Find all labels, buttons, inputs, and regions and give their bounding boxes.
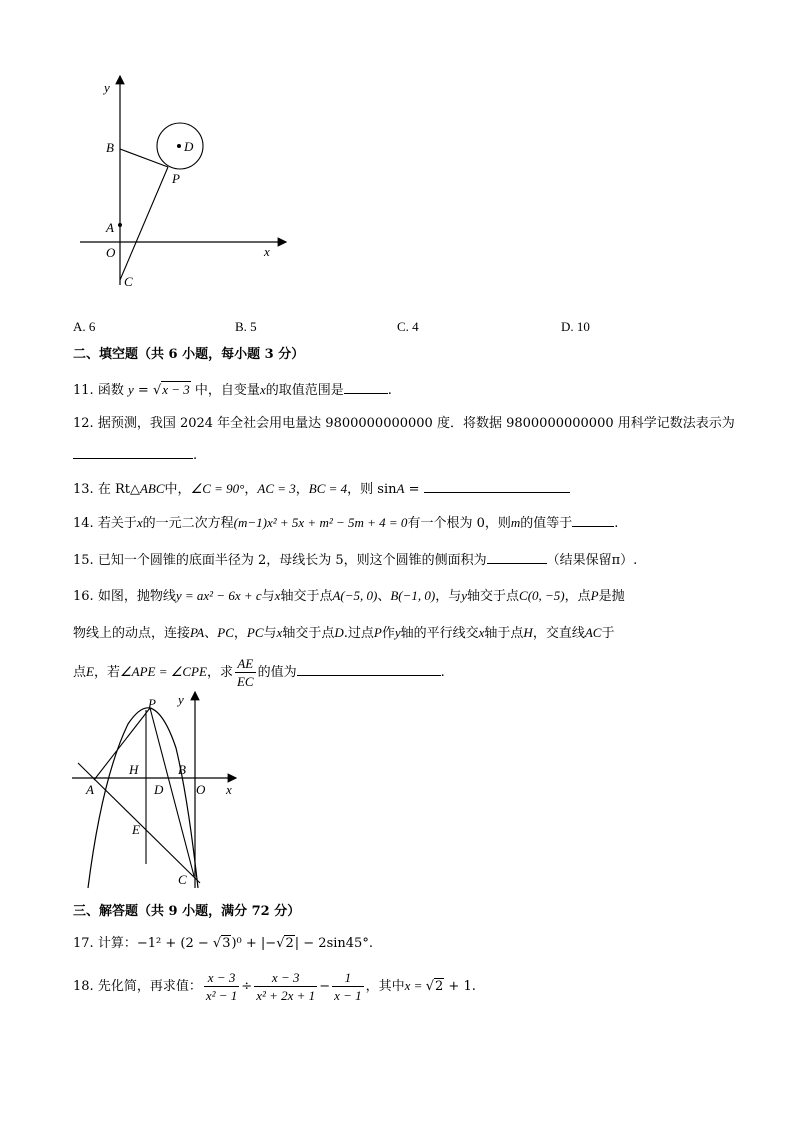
q13-mid2: ，则 sin: [347, 482, 397, 497]
q16-pc: PC: [217, 625, 234, 640]
section-2-title: 二、填空题（共 6 小题，每小题 3 分）: [73, 347, 305, 362]
figure-2: [68, 688, 248, 890]
q16-l2-mid5: 作: [381, 626, 395, 641]
q11-answer-blank[interactable]: [344, 381, 388, 394]
q13-bc: BC = 4: [308, 481, 348, 496]
choice-c[interactable]: C. 4: [397, 319, 419, 334]
figure-1: [80, 70, 300, 295]
q18-number: 18.: [73, 979, 94, 994]
q14-mid2: 有一个根为 0，则: [407, 516, 511, 531]
q14-end: .: [614, 516, 619, 531]
q16-number: 16.: [73, 589, 94, 604]
fig2-label-a: A: [86, 782, 94, 797]
q16-l2-mid4: .过点: [343, 626, 374, 641]
q11-sqrt-sign: √: [152, 383, 162, 398]
q16-pc2: PC: [246, 625, 264, 640]
question-15: [73, 551, 637, 570]
q16-l2-ac: AC: [584, 625, 602, 640]
q15-answer-blank[interactable]: [487, 551, 547, 564]
question-12-line2: [73, 446, 197, 465]
q18-f2-den: x² + 2x + 1: [256, 988, 316, 1003]
q17-sqrt2: 2: [285, 936, 294, 951]
q16-l1-p: P: [590, 588, 599, 603]
q15-number: 15.: [73, 553, 94, 568]
q13-number: 13.: [73, 482, 94, 497]
q14-equation: (m−1)x² + 5x + m² − 5m + 4 = 0: [233, 515, 408, 530]
q18-div: ÷: [241, 979, 253, 994]
q14-number: 14.: [73, 516, 94, 531]
q16-point-b: B(−1, 0): [390, 588, 436, 603]
fig2-label-x: x: [226, 782, 232, 797]
q16-l1-pre: 如图，抛物线: [97, 589, 176, 604]
q16-l2-p: P: [373, 625, 382, 640]
q16-l3-mid: ，若: [93, 665, 120, 680]
q12-answer-blank[interactable]: [73, 446, 193, 459]
q16-l3-e: E: [86, 664, 94, 679]
q16-fraction: [235, 655, 256, 690]
q13-a: A: [396, 481, 405, 496]
q13-comma1: ，: [244, 482, 258, 497]
fig2-label-b: B: [178, 762, 186, 777]
q18-plus: + 1: [444, 979, 472, 994]
q15-post: （结果保留π）.: [546, 553, 638, 568]
q13-answer-blank[interactable]: [424, 480, 570, 493]
q13-triangle: ABC: [139, 481, 165, 496]
fig2-label-h: H: [129, 762, 139, 777]
q16-answer-blank[interactable]: [297, 663, 441, 676]
question-16-line2: [73, 624, 614, 643]
q18-f3-den: x − 1: [334, 988, 362, 1003]
q11-end: .: [387, 383, 392, 398]
q16-end: .: [440, 665, 445, 680]
question-14: [73, 514, 618, 533]
q16-l2-mid2: 与: [263, 626, 277, 641]
q16-condition: ∠APE = ∠CPE: [119, 664, 207, 679]
q17-pre: 计算：: [97, 936, 137, 951]
q18-f1-den: x² − 1: [205, 988, 238, 1003]
q11-sqrt-body: x − 3: [162, 382, 190, 397]
q16-l1-mid2: 轴交于点: [280, 589, 333, 604]
label-b: B: [106, 140, 114, 155]
q18-f1-num: x − 3: [204, 969, 239, 987]
q18-mid: ，其中: [365, 979, 405, 994]
q16-point-a: A(−5, 0): [332, 588, 378, 603]
q18-pre: 先化简，再求值：: [97, 979, 202, 994]
q13-mid1: 中，: [164, 482, 191, 497]
q14-mid: 的一元二次方程: [142, 516, 234, 531]
q14-answer-blank[interactable]: [572, 514, 614, 527]
q16-point-c: C(0, −5): [519, 588, 565, 603]
point-a: [118, 223, 122, 227]
section-3-title: 三、解答题（共 9 小题，满分 72 分）: [73, 904, 301, 919]
q17-end: .: [368, 936, 373, 951]
q16-l1-post: 是抛: [598, 589, 625, 604]
q16-l2-d: D: [334, 625, 344, 640]
question-12: [73, 415, 735, 433]
q16-l3-pre: 点: [73, 665, 87, 680]
q16-l1-mid3: ，与: [435, 589, 462, 604]
q18-sqrt: 2: [435, 979, 444, 994]
q16-l2-mid7: 轴于点: [484, 626, 524, 641]
q16-pa: PA: [190, 625, 205, 640]
q18-xeq: x =: [404, 978, 426, 993]
q16-l2-x: x: [276, 625, 283, 640]
q16-l1-mid: 与: [261, 589, 275, 604]
q17-number: 17.: [73, 936, 94, 951]
parabola: [88, 708, 198, 888]
q16-l2-h: H: [523, 625, 533, 640]
fig2-label-e: E: [132, 822, 140, 837]
q16-l2-post: ，交直线: [532, 626, 585, 641]
question-13: [73, 480, 570, 499]
q18-fraction-2: [254, 969, 317, 1004]
q16-l2-mid3: 轴交于点: [282, 626, 335, 641]
q16-l2-mid: ，: [233, 626, 247, 641]
q11-post: 的取值范围是: [265, 383, 344, 398]
label-x: x: [264, 244, 270, 259]
q15-text: 已知一个圆锥的底面半径为 2，母线长为 5，则这个圆锥的侧面积为: [97, 553, 487, 568]
q18-minus: −: [319, 979, 331, 994]
q16-l1-mid5: ，点: [564, 589, 591, 604]
q11-y: y: [127, 382, 134, 397]
q17-sqrt-sign-2: √: [276, 936, 285, 951]
label-d: D: [184, 139, 194, 154]
q12-text: 据预测，我国 2024 年全社会用电量达 9800000000000 度．将数据 9800000000000 用科学记数法表示为: [97, 416, 735, 431]
choice-b[interactable]: B. 5: [235, 319, 257, 334]
q18-f2-num: x − 3: [254, 969, 317, 987]
q13-ac: AC = 3: [257, 481, 296, 496]
point-d: [177, 144, 181, 148]
q12-number: 12.: [73, 416, 94, 431]
q14-post: 的值等于: [520, 516, 573, 531]
q14-x: x: [136, 515, 143, 530]
q16-l1-mid4: 轴交于点: [467, 589, 520, 604]
q18-end: .: [471, 979, 476, 994]
q16-l2-x2: x: [478, 625, 485, 640]
q16-l2-pre: 物线上的动点，连接: [73, 626, 191, 641]
q16-frac-num: AE: [235, 655, 256, 673]
choice-d[interactable]: D. 10: [561, 319, 590, 334]
q11-var: x: [259, 382, 266, 397]
fig2-label-p: P: [148, 696, 156, 711]
q16-l1-y: y: [461, 588, 468, 603]
label-p: P: [172, 171, 180, 186]
q16-l1-sep: 、: [377, 589, 391, 604]
q18-fraction-1: [204, 969, 239, 1004]
q18-fraction-3: [332, 969, 364, 1004]
q17-sqrt-sign-1: √: [212, 936, 222, 951]
q16-l2-sep: 、: [204, 626, 218, 641]
q18-f3-num: 1: [332, 969, 364, 987]
choice-a[interactable]: A. 6: [73, 319, 96, 334]
fig2-label-d: D: [154, 782, 164, 797]
question-11: [73, 381, 392, 400]
q17-expr3: | − 2sin45°: [294, 936, 369, 951]
q16-l2-mid6: 轴的平行线交: [400, 626, 479, 641]
q16-l3-post: 的值为: [257, 665, 297, 680]
q14-m: m: [510, 515, 521, 530]
q13-pre: 在 Rt△: [97, 482, 140, 497]
q16-l3-mid2: ，求: [206, 665, 233, 680]
q11-pre: 函数: [97, 383, 124, 398]
q16-l2-y: y: [394, 625, 401, 640]
label-c: C: [124, 274, 133, 289]
fig2-label-o: O: [196, 782, 206, 797]
q17-sqrt3: 3: [222, 936, 231, 951]
q13-eq: =: [404, 482, 420, 497]
q13-angle: ∠C = 90°: [190, 481, 245, 496]
q11-eq: =: [133, 383, 153, 398]
q16-l1-x: x: [274, 588, 281, 603]
q16-parabola: y = ax² − 6x + c: [175, 588, 262, 603]
label-o: O: [106, 245, 116, 260]
question-16-line1: [73, 587, 625, 606]
q17-expr1: −1² + (2 −: [136, 936, 213, 951]
fig2-label-y: y: [178, 692, 184, 707]
label-y: y: [104, 80, 110, 95]
q18-sqrt-sign: √: [425, 979, 434, 994]
segment-pc: [120, 167, 168, 280]
line-pa: [94, 708, 150, 780]
q14-pre: 若关于: [97, 516, 137, 531]
question-17: [73, 935, 373, 953]
label-a: A: [106, 220, 114, 235]
question-16-line3: [73, 652, 445, 693]
fig2-label-c: C: [178, 872, 187, 887]
q13-comma2: ，: [295, 482, 309, 497]
q11-number: 11.: [73, 383, 94, 398]
q16-frac-den: EC: [236, 674, 254, 689]
question-18: [73, 966, 476, 1007]
q17-expr2: )⁰ + |−: [231, 936, 277, 951]
q16-l2-end: 于: [601, 626, 615, 641]
q11-mid: 中，自变量: [194, 383, 260, 398]
q12-end: .: [193, 448, 198, 463]
